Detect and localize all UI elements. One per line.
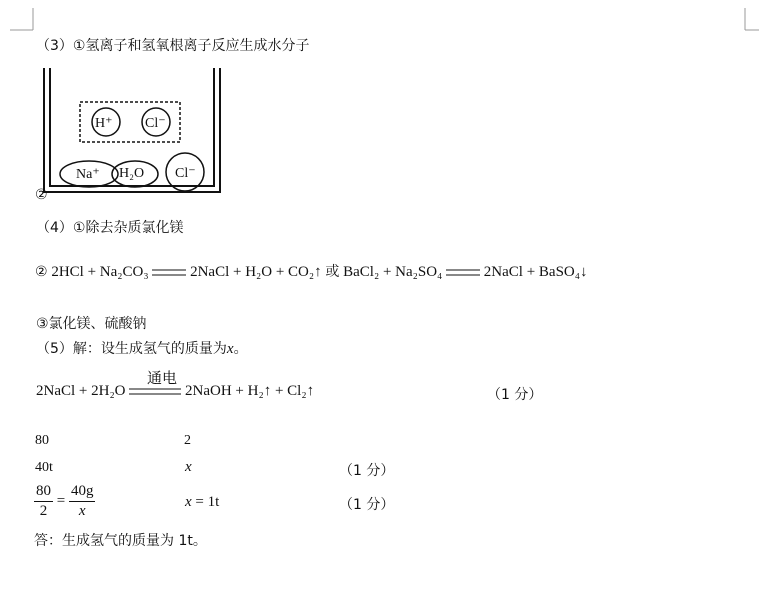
eq2-or: 或 xyxy=(325,264,340,280)
part4-equation-2 xyxy=(35,261,587,281)
part5-line1-end: 。 xyxy=(233,341,248,357)
fraction-left-num: 80 xyxy=(34,483,53,502)
electrolysis-right: 2NaOH + H₂↑ + Cl₂↑ xyxy=(185,383,315,399)
double-line-equals xyxy=(446,269,480,277)
fraction-right xyxy=(69,483,96,520)
part4-line1: （4）①除去杂质氯化镁 xyxy=(36,220,184,236)
fraction-left-den: 2 xyxy=(39,503,48,519)
result-x: x xyxy=(185,494,192,510)
score-1: （1 分） xyxy=(487,387,543,403)
part3-marker2: ② xyxy=(35,187,48,203)
result-value: = 1t xyxy=(195,494,220,510)
score-2: （1 分） xyxy=(339,463,395,479)
ratio-row2-a: 40t xyxy=(35,460,53,475)
answer-line: 答：生成氢气的质量为 1t。 xyxy=(34,533,207,549)
part5-line1 xyxy=(36,338,248,358)
eq2-b-right: 2NaCl + BaSO₄↓ xyxy=(483,264,588,280)
eq2-marker: ② xyxy=(35,264,48,280)
fraction-right-den: x xyxy=(78,503,86,519)
page-corner-marks xyxy=(0,0,759,40)
ion-label-h2o: H₂O xyxy=(119,166,145,181)
beaker-diagram xyxy=(30,64,230,204)
score-3: （1 分） xyxy=(339,497,395,513)
ratio-row2-b: x xyxy=(185,459,192,475)
ion-label-na: Na⁺ xyxy=(76,167,100,182)
ion-label-cl-top: Cl⁻ xyxy=(145,116,166,131)
eq2-a-right: 2NaCl + H₂O + CO₂↑ xyxy=(190,264,322,280)
ratio-row1-a: 80 xyxy=(35,433,49,448)
double-line-equals xyxy=(152,269,186,277)
ratio-row1-b: 2 xyxy=(184,433,191,448)
double-line-equals xyxy=(129,388,181,396)
ion-label-h: H⁺ xyxy=(95,116,113,131)
proportion-equation xyxy=(34,483,95,520)
result-line xyxy=(185,494,219,511)
var-x: x xyxy=(226,341,234,357)
ion-label-cl-bottom: Cl⁻ xyxy=(175,166,196,181)
equals-sign: = xyxy=(56,492,66,509)
part5-line1-text: （5）解：设生成氢气的质量为 xyxy=(36,341,227,357)
part3-line1: （3）①氢离子和氢氧根离子反应生成水分子 xyxy=(36,38,310,54)
electrolysis-condition: 通电 xyxy=(147,369,178,387)
part4-line3: ③氯化镁、硫酸钠 xyxy=(36,316,147,332)
fraction-left xyxy=(34,483,53,520)
eq2-a-left: 2HCl + Na₂CO₃ xyxy=(51,264,149,280)
electrolysis-equation xyxy=(36,383,314,400)
electrolysis-left: 2NaCl + 2H₂O xyxy=(36,383,126,399)
fraction-right-num: 40g xyxy=(69,483,96,502)
eq2-b-left: BaCl₂ + Na₂SO₄ xyxy=(343,264,443,280)
